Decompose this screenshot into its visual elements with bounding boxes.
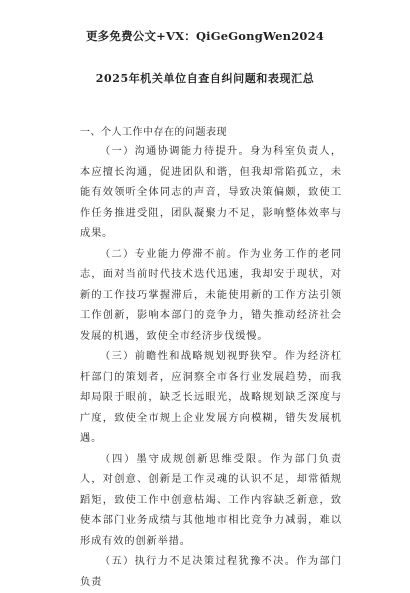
paragraph-strategic-planning: （三）前瞻性和战略规划视野狭窄。作为经济杠杆部门的策划者，应洞察全市各行业发展趋势，而我却局限于眼前，缺乏长远眼光，战略规划缺乏深度与广度，致使全市规上企业发展方向模糊，错失发展机遇。 bbox=[80, 351, 342, 444]
promo-header: 更多免费公文+VX：QiGeGongWen2024 bbox=[85, 29, 325, 43]
paragraph-execution: （五）执行力不足决策过程犹豫不决。作为部门负责 bbox=[80, 556, 342, 588]
document-title: 2025年机关单位自查自纠问题和表现汇总 bbox=[95, 72, 315, 85]
paragraph-communication: （一）沟通协调能力待提升。身为科室负责人，本应擅长沟通，促进团队和谐，但我却常陷孤立，未能有效领听全体同志的声音，导致决策偏颇，致使工作任务推进受阻，团队凝聚力不足，影响整体效率与成果。 bbox=[80, 146, 342, 239]
paragraph-professional-ability: （二）专业能力停滞不前。作为业务工作的老同志，面对当前时代技术迭代迅速，我却安于现状，对新的工作技巧掌握滞后，未能使用新的工作方法引领工作创新，影响本部门的竞争力，错失推动经济社会发展的机遇，致使全市经济步伐缓慢。 bbox=[80, 248, 342, 342]
document-body bbox=[80, 142, 342, 593]
section-heading: 一、个人工作中存在的问题表现 bbox=[80, 127, 227, 138]
paragraph-innovation: （四）墨守成规创新思维受限。作为部门负责人，对创意、创新是工作灵魂的认识不足，却常循规蹈矩，致使工作中创意枯竭、工作内容缺乏新意，致使本部门业务成绩与其他地市相比竞争力减弱，难以形成有效的创新举措。 bbox=[80, 453, 342, 547]
